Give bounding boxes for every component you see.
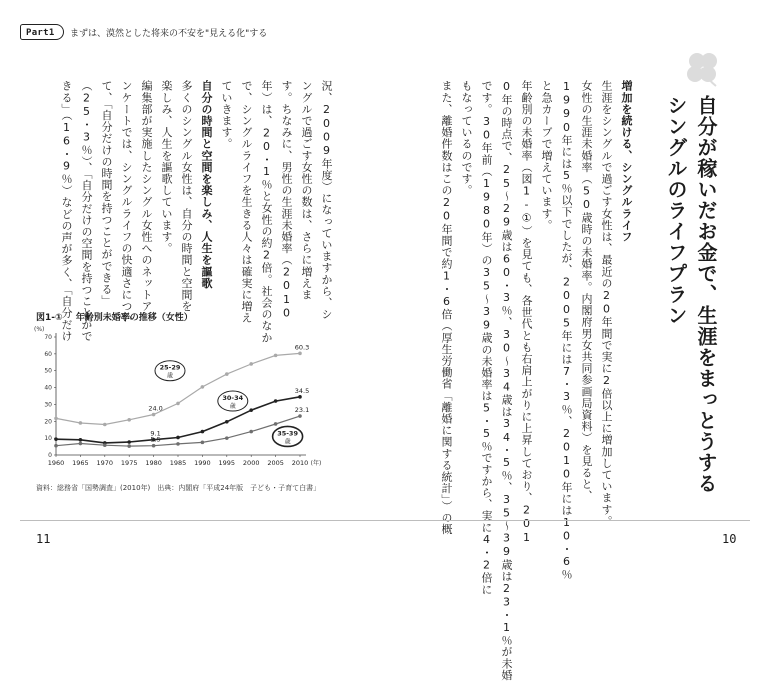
- y-tick-label: 70: [44, 334, 52, 341]
- body-line-right: 女性の生涯未婚率（50歳時の未婚率。内閣府男女共同参画局資料）を見ると、: [580, 80, 593, 502]
- body-line-right: もなっているのです。: [460, 80, 473, 196]
- y-axis-unit: (%): [34, 326, 45, 333]
- body-line-left: す。ちなみに、男性の生涯未婚率（2010: [280, 80, 293, 320]
- section-heading-left: 自分の時間と空間を楽しみ、人生を謳歌: [200, 80, 213, 289]
- callout-label: 35-39: [277, 429, 298, 438]
- data-point: [176, 442, 180, 446]
- data-point: [274, 399, 278, 403]
- footer-rule: [20, 520, 750, 521]
- data-point: [298, 352, 302, 356]
- x-tick-label: 1980: [145, 459, 162, 467]
- x-tick-label: 2000: [242, 459, 260, 467]
- data-point: [127, 440, 131, 444]
- body-line-right: 0年の時点で、25〜29歳は60・3％、30〜34歳は34・5％、35〜39歳は23・1％が未婚: [500, 80, 513, 681]
- data-point: [298, 414, 302, 418]
- data-point: [225, 420, 229, 424]
- y-tick-label: 30: [44, 401, 52, 409]
- data-point: [298, 395, 302, 399]
- data-point: [249, 408, 253, 412]
- part-title: まずは、漠然とした将来の不安を"見える化"する: [70, 29, 268, 39]
- data-point: [54, 444, 58, 448]
- body-line-left: 編集部が実施したシングル女性へのネットア: [140, 80, 153, 312]
- data-point: [249, 430, 253, 434]
- figure-label: 図1-①: [36, 313, 63, 323]
- data-point: [274, 354, 278, 358]
- clover-icon: [682, 48, 724, 90]
- body-line-left: ンケートでは、シングルライフの快適さについ: [120, 80, 133, 324]
- data-label: 23.1: [294, 406, 310, 415]
- data-point: [79, 421, 83, 425]
- body-line-right: と急カーブで増えています。: [540, 80, 553, 231]
- body-line-left: て、「自分だけの時間を持つことができる」: [100, 80, 113, 307]
- data-point: [127, 418, 131, 422]
- body-line-right: 1990年には5％以下でしたが、2005年には7・3％、2010年には10・6％: [560, 80, 573, 580]
- x-tick-label: 2005: [267, 459, 284, 467]
- data-point: [103, 443, 107, 447]
- x-tick-label: 1965: [72, 459, 89, 467]
- x-tick-label: 1970: [96, 459, 114, 467]
- y-tick-label: 40: [44, 384, 52, 392]
- section-heading-right: 増加を続ける、シングルライフ: [620, 80, 633, 243]
- callout-unit: 歳: [284, 438, 291, 446]
- x-tick-label: 1995: [218, 459, 236, 467]
- data-point: [274, 422, 278, 426]
- body-line-left: きる」（16・9％）などの声が多く、「自分だけ: [60, 80, 73, 342]
- data-label: 24.0: [148, 404, 163, 413]
- y-tick-label: 50: [44, 367, 52, 375]
- callout-label: 30-34: [222, 394, 244, 403]
- data-point: [176, 402, 180, 406]
- data-point: [79, 442, 83, 446]
- data-point: [103, 423, 107, 427]
- x-tick-label: 2010: [291, 459, 309, 467]
- body-line-left: 況、2009年度）になっていますから、シ: [320, 80, 333, 320]
- page-number-right: 10: [722, 532, 737, 546]
- data-point: [152, 444, 156, 448]
- figure-title: [36, 310, 193, 323]
- x-axis-unit: (年): [310, 460, 322, 467]
- x-tick-label: 1975: [120, 459, 138, 467]
- callout-unit: 歳: [166, 372, 174, 380]
- body-line-left: （25・3％）、「自分だけの空間を持つことがで: [80, 80, 93, 342]
- y-tick-label: 0: [48, 452, 52, 459]
- data-label: 60.3: [294, 343, 310, 352]
- body-line-left: ていきます。: [220, 80, 233, 150]
- y-tick-label: 60: [44, 350, 52, 358]
- x-tick-label: 1990: [194, 459, 211, 467]
- data-point: [225, 436, 229, 440]
- data-point: [152, 413, 156, 417]
- callout-unit: 歳: [229, 403, 236, 411]
- line-chart: [30, 323, 330, 478]
- body-line-right: また、離婚件数はこの20年間で約1・6倍（厚生労働省「離婚に関する統計」）の概: [440, 80, 453, 535]
- data-point: [127, 444, 131, 448]
- data-point: [201, 441, 205, 445]
- x-tick-label: 1985: [169, 459, 187, 467]
- data-point: [176, 436, 180, 440]
- data-point: [201, 430, 205, 434]
- chapter-title-line2: シングルのライフプラン: [664, 95, 688, 326]
- body-line-right: です。30年前（1980年）の35〜39歳の未婚率は5・5％ですから、実に4・2倍に: [480, 80, 493, 596]
- data-point: [79, 438, 83, 442]
- body-line-left: 多くのシングル女性は、自分の時間と空間を: [180, 80, 193, 312]
- body-line-left: で、シングルライフを生きる人々は確実に増え: [240, 80, 253, 324]
- part-badge: Part1: [20, 24, 64, 40]
- body-line-right: 生涯をシングルで過ごす女性は、最近の20年間で実に2倍以上に増加しています。: [600, 80, 613, 527]
- body-line-right: 年齢別の未婚率（図1-①）を見ても、各世代とも右肩上がりに上昇しており、201: [520, 80, 533, 545]
- data-label: 9.1: [150, 429, 161, 438]
- data-point: [54, 417, 58, 421]
- body-line-left: 年）は、20・1％と女性の約2倍。社会のなか: [260, 80, 273, 344]
- y-tick-label: 10: [44, 435, 52, 443]
- x-tick-label: 1960: [47, 459, 65, 467]
- data-point: [201, 385, 205, 389]
- figure-source: 資料：総務省「国勢調査」(2010年) 出典：内閣府「平成24年版 子ども・子育て白書」: [36, 484, 321, 492]
- data-point: [249, 362, 253, 366]
- y-tick-label: 20: [44, 418, 52, 426]
- callout-label: 25-29: [159, 363, 181, 372]
- body-line-left: ングルで過ごす女性の数は、さらに増えま: [300, 80, 313, 301]
- chapter-title-line1: 自分が稼いだお金で、生涯をまっとうする: [694, 95, 718, 494]
- body-line-left: 楽しみ、人生を謳歌しています。: [160, 80, 173, 254]
- data-point: [225, 372, 229, 376]
- data-label: 34.5: [294, 386, 310, 395]
- data-point: [54, 437, 58, 441]
- page-number-left: 11: [36, 532, 51, 546]
- data-label: 5.5: [150, 435, 161, 444]
- figure-caption: 年齢別未婚率の推移（女性）: [75, 313, 193, 323]
